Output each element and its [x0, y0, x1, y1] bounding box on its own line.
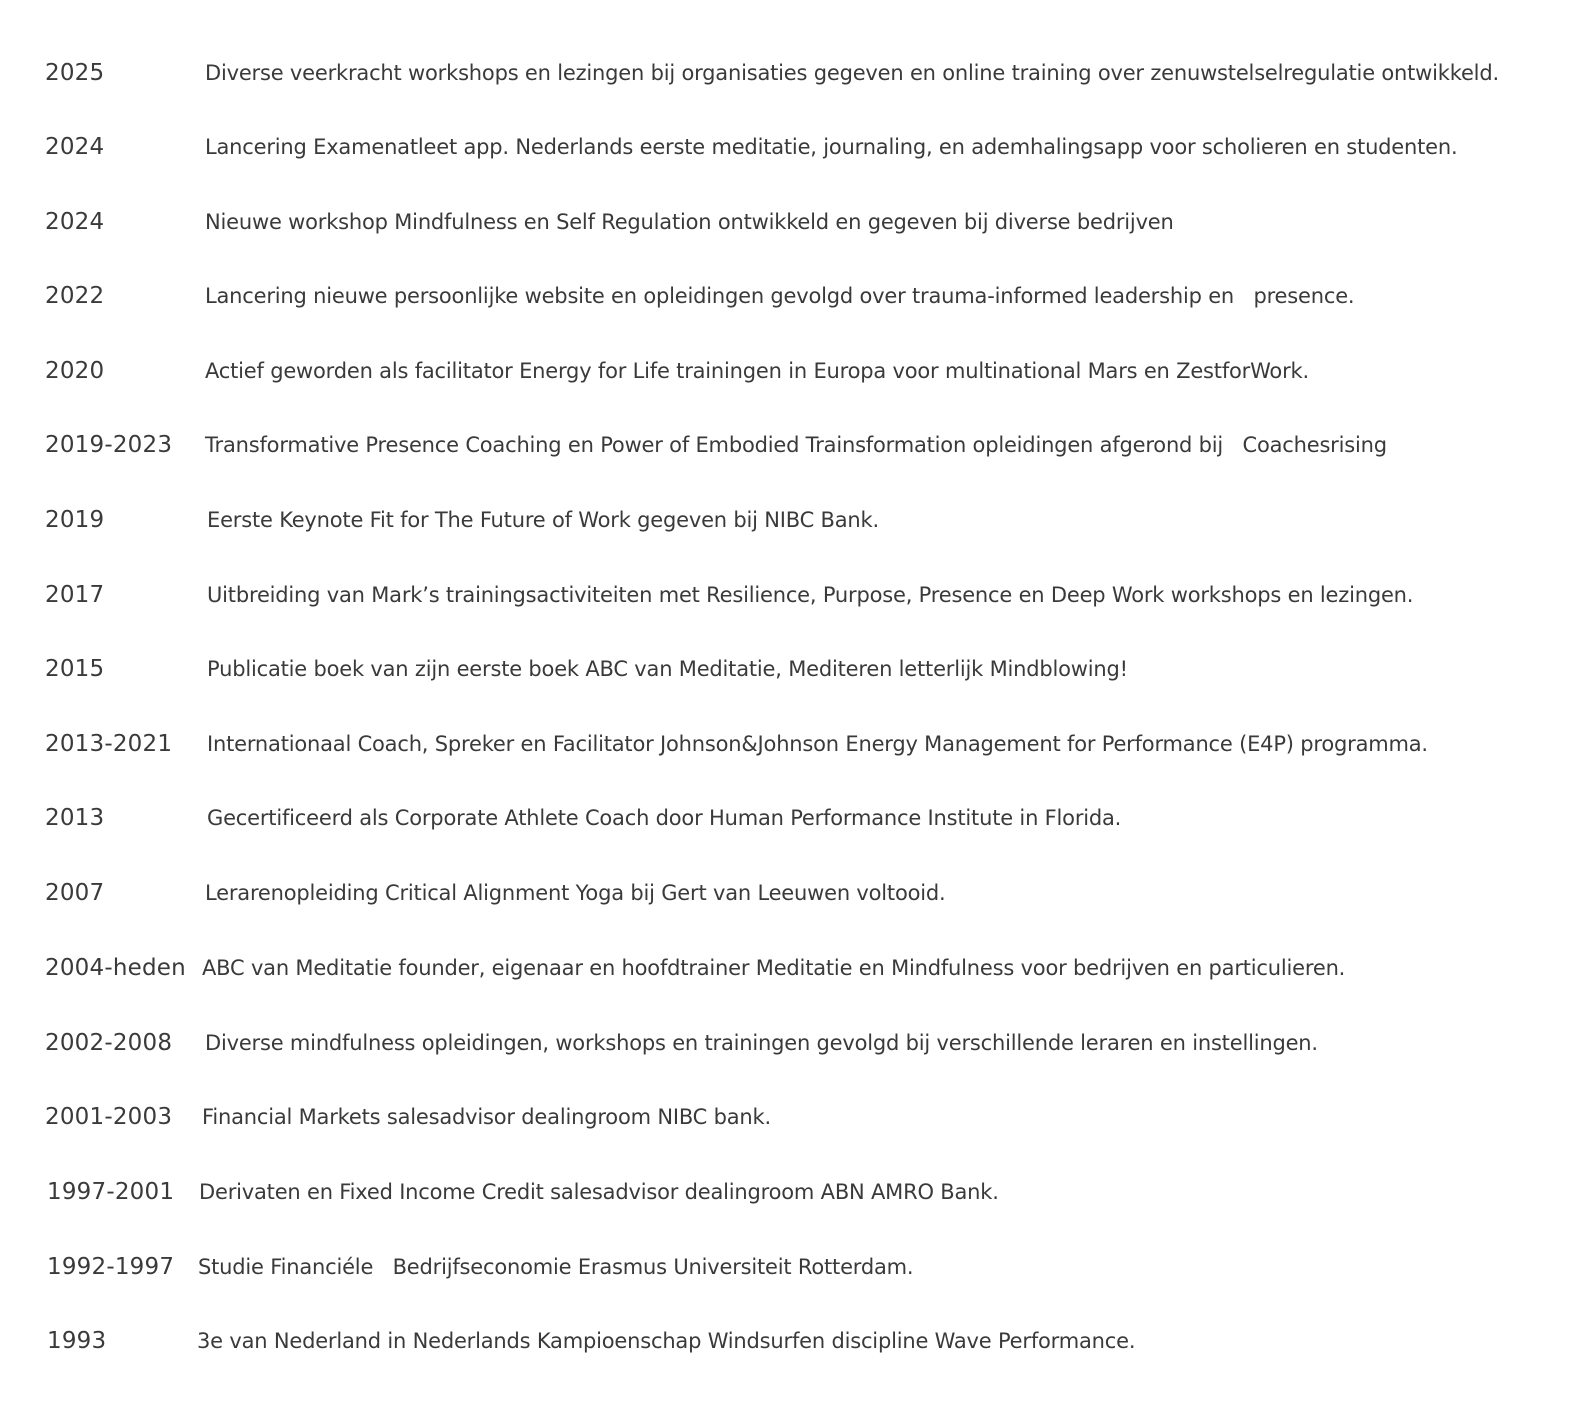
- timeline-description: Lerarenopleiding Critical Alignment Yoga bij Gert van Leeuwen voltooid.: [205, 881, 946, 905]
- timeline-entry: [0, 1321, 1579, 1361]
- timeline-year: 2013-2021: [45, 731, 173, 757]
- timeline-year: 2007: [45, 880, 105, 906]
- timeline-description: Diverse veerkracht workshops en lezingen bij organisaties gegeven en online training over zenuwstelselregulatie ontwikkeld.: [205, 61, 1499, 85]
- timeline-year: 2013: [45, 805, 105, 831]
- timeline-year: 1992-1997: [47, 1254, 175, 1280]
- timeline-entry: [0, 351, 1579, 391]
- timeline-year: 2001-2003: [45, 1104, 173, 1130]
- timeline-description: Lancering nieuwe persoonlijke website en opleidingen gevolgd over trauma-informed leadership en presence.: [205, 284, 1355, 308]
- timeline-entry: [0, 724, 1579, 764]
- timeline-description: Actief geworden als facilitator Energy for Life trainingen in Europa voor multinational Mars en ZestforWork.: [205, 359, 1309, 383]
- timeline-entry: [0, 53, 1579, 93]
- timeline-entry: [0, 798, 1579, 838]
- timeline-description: 3e van Nederland in Nederlands Kampioenschap Windsurfen discipline Wave Performance.: [197, 1329, 1136, 1353]
- timeline-year: 2015: [45, 656, 105, 682]
- timeline-year: 2017: [45, 582, 105, 608]
- timeline-year: 2019-2023: [45, 432, 173, 458]
- timeline-entry: [0, 1172, 1579, 1212]
- timeline-entry: [0, 575, 1579, 615]
- timeline-entry: [0, 1023, 1579, 1063]
- timeline-entry: [0, 873, 1579, 913]
- timeline-description: Financial Markets salesadvisor dealingroom NIBC bank.: [202, 1105, 771, 1129]
- timeline-entry: [0, 500, 1579, 540]
- timeline-description: Publicatie boek van zijn eerste boek ABC van Meditatie, Mediteren letterlijk Mindblowing!: [207, 657, 1128, 681]
- timeline-entry: [0, 276, 1579, 316]
- timeline-description: Studie Financiéle Bedrijfseconomie Erasmus Universiteit Rotterdam.: [198, 1255, 914, 1279]
- timeline-year: 2004-heden: [45, 955, 186, 981]
- timeline-year: 2019: [45, 507, 105, 533]
- timeline-entry: [0, 202, 1579, 242]
- timeline-description: Gecertificeerd als Corporate Athlete Coach door Human Performance Institute in Florida.: [207, 806, 1122, 830]
- timeline-description: Lancering Examenatleet app. Nederlands eerste meditatie, journaling, en ademhalingsapp voor scholieren en studenten.: [205, 135, 1458, 159]
- timeline-year: 1997-2001: [47, 1179, 175, 1205]
- timeline-description: Internationaal Coach, Spreker en Facilitator Johnson&Johnson Energy Management for Performance (E4P) programma.: [207, 732, 1428, 756]
- timeline-year: 1993: [47, 1328, 107, 1354]
- timeline-description: Derivaten en Fixed Income Credit salesadvisor dealingroom ABN AMRO Bank.: [199, 1180, 999, 1204]
- timeline-year: 2002-2008: [45, 1030, 173, 1056]
- timeline-year: 2020: [45, 358, 105, 384]
- timeline-entry: [0, 1247, 1579, 1287]
- timeline-entry: [0, 1097, 1579, 1137]
- timeline-description: Eerste Keynote Fit for The Future of Work gegeven bij NIBC Bank.: [207, 508, 879, 532]
- timeline-description: Transformative Presence Coaching en Power of Embodied Trainsformation opleidingen afgerond bij Coachesrising: [205, 433, 1387, 457]
- timeline-entry: [0, 948, 1579, 988]
- timeline-year: 2025: [45, 60, 105, 86]
- timeline-description: Diverse mindfulness opleidingen, workshops en trainingen gevolgd bij verschillende leraren en instellingen.: [205, 1031, 1318, 1055]
- timeline-entry: [0, 649, 1579, 689]
- timeline-entry: [0, 127, 1579, 167]
- timeline-description: ABC van Meditatie founder, eigenaar en hoofdtrainer Meditatie en Mindfulness voor bedrijven en particulieren.: [202, 956, 1346, 980]
- timeline-year: 2022: [45, 283, 105, 309]
- timeline-description: Nieuwe workshop Mindfulness en Self Regulation ontwikkeld en gegeven bij diverse bedrijven: [205, 210, 1174, 234]
- timeline-description: Uitbreiding van Mark’s trainingsactiviteiten met Resilience, Purpose, Presence en Deep Work workshops en lezingen.: [207, 583, 1414, 607]
- timeline-year: 2024: [45, 209, 105, 235]
- timeline-year: 2024: [45, 134, 105, 160]
- timeline-entry: [0, 425, 1579, 465]
